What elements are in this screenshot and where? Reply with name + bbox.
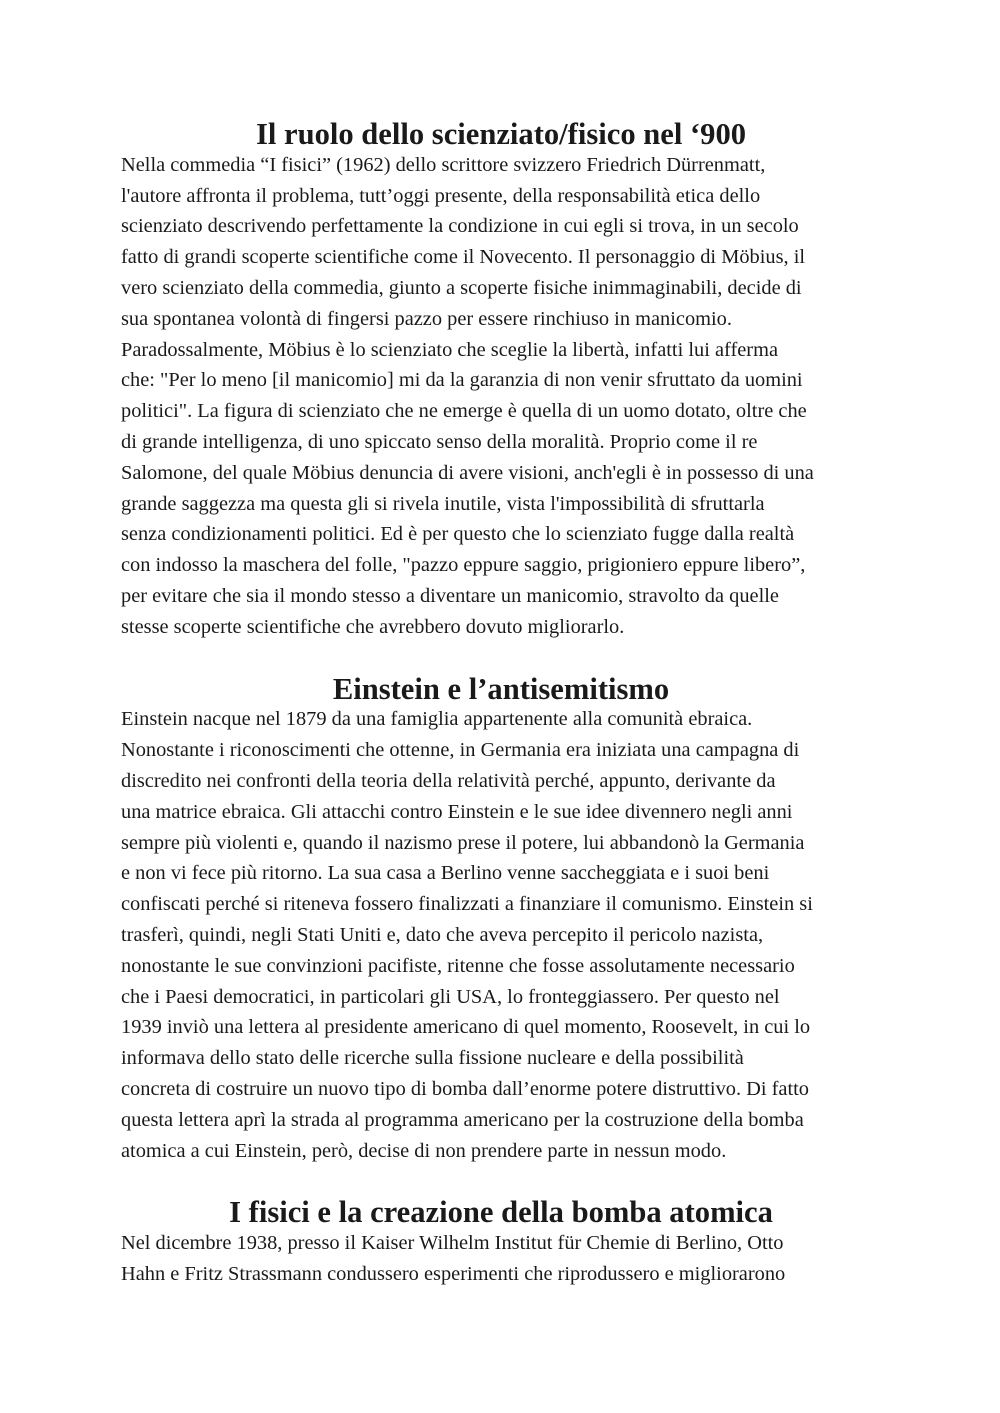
paragraph-line: discredito nei confronti della teoria della relatività perché, appunto, derivante da <box>121 769 776 792</box>
section-spacer <box>121 1166 881 1197</box>
paragraph-line: l'autore affronta il problema, tutt’oggi presente, della responsabilità etica dello <box>121 184 761 207</box>
paragraph-line: concreta di costruire un nuovo tipo di bomba dall’enorme potere distruttivo. Di fatto <box>121 1077 810 1100</box>
paragraph-line: Hahn e Fritz Strassmann condussero esperimenti che riprodussero e migliorarono <box>121 1262 786 1285</box>
section-paragraph <box>121 704 881 1166</box>
paragraph-line: informava dello stato delle ricerche sulla fissione nucleare e della possibilità <box>121 1047 744 1070</box>
paragraph-line: Nonostante i riconoscimenti che ottenne, in Germania era iniziata una campagna di <box>121 739 800 762</box>
paragraph-line: con indosso la maschera del folle, "pazzo eppure saggio, prigioniero eppure libero”, <box>121 554 806 577</box>
paragraph-line: che i Paesi democratici, in particolari gli USA, lo fronteggiassero. Per questo nel <box>121 985 780 1008</box>
section-heading: I fisici e la creazione della bomba atomica <box>229 1195 773 1230</box>
paragraph-line: scienziato descrivendo perfettamente la condizione in cui egli si trova, in un secolo <box>121 215 799 238</box>
paragraph-line: grande saggezza ma questa gli si rivela inutile, vista l'impossibilità di sfruttarla <box>121 492 765 515</box>
paragraph-line: politici". La figura di scienziato che ne emerge è quella di un uomo dotato, oltre che <box>121 400 807 423</box>
paragraph-line: atomica a cui Einstein, però, decise di non prendere parte in nessun modo. <box>121 1139 727 1162</box>
section-heading: Einstein e l’antisemitismo <box>332 671 670 706</box>
paragraph-line: trasferì, quindi, negli Stati Uniti e, dato che aveva percepito il pericolo nazista, <box>121 923 764 946</box>
section-heading: Il ruolo dello scienziato/fisico nel ‘900 <box>255 117 747 151</box>
section-paragraph <box>121 1228 881 1290</box>
paragraph-line: vero scienziato della commedia, giunto a scoperte fisiche inimmaginabili, decide di <box>121 276 802 299</box>
paragraph-line: una matrice ebraica. Gli attacchi contro Einstein e le sue idee divennero negli anni <box>121 800 793 823</box>
paragraph-line: che: "Per lo meno [il manicomio] mi da la garanzia di non venir sfruttato da uomini <box>121 369 803 392</box>
paragraph-line: sua spontanea volontà di fingersi pazzo per essere rinchiuso in manicomio. <box>121 307 732 330</box>
paragraph-line: questa lettera aprì la strada al programma americano per la costruzione della bomba <box>121 1108 804 1131</box>
document-page <box>121 119 881 1290</box>
section-spacer <box>121 643 881 674</box>
paragraph-line: Einstein nacque nel 1879 da una famiglia appartenente alla comunità ebraica. <box>121 708 753 731</box>
section-paragraph <box>121 150 881 643</box>
paragraph-line: Nel dicembre 1938, presso il Kaiser Wilhelm Institut für Chemie di Berlino, Otto <box>121 1232 784 1255</box>
paragraph-line: nonostante le sue convinzioni pacifiste, ritenne che fosse assolutamente necessario <box>121 954 795 977</box>
paragraph-line: Nella commedia “I fisici” (1962) dello scrittore svizzero Friedrich Dürrenmatt, <box>121 153 766 176</box>
paragraph-line: senza condizionamenti politici. Ed è per questo che lo scienziato fugge dalla realtà <box>121 523 795 546</box>
paragraph-line: Paradossalmente, Möbius è lo scienziato che sceglie la libertà, infatti lui afferma <box>121 338 778 361</box>
paragraph-line: per evitare che sia il mondo stesso a diventare un manicomio, stravolto da quelle <box>121 584 779 607</box>
paragraph-line: stesse scoperte scientifiche che avrebbero dovuto migliorarlo. <box>121 615 625 638</box>
paragraph-line: fatto di grandi scoperte scientifiche come il Novecento. Il personaggio di Möbius, il <box>121 246 806 269</box>
paragraph-line: Salomone, del quale Möbius denuncia di avere visioni, anch'egli è in possesso di una <box>121 461 814 484</box>
paragraph-line: confiscati perché si riteneva fossero finalizzati a finanziare il comunismo. Einstein si <box>121 893 813 916</box>
paragraph-line: e non vi fece più ritorno. La sua casa a Berlino venne saccheggiata e i suoi beni <box>121 862 770 885</box>
paragraph-line: 1939 inviò una lettera al presidente americano di quel momento, Roosevelt, in cui lo <box>121 1016 811 1039</box>
paragraph-line: di grande intelligenza, di uno spiccato senso della moralità. Proprio come il re <box>121 430 758 453</box>
paragraph-line: sempre più violenti e, quando il nazismo prese il potere, lui abbandonò la Germania <box>121 831 805 854</box>
